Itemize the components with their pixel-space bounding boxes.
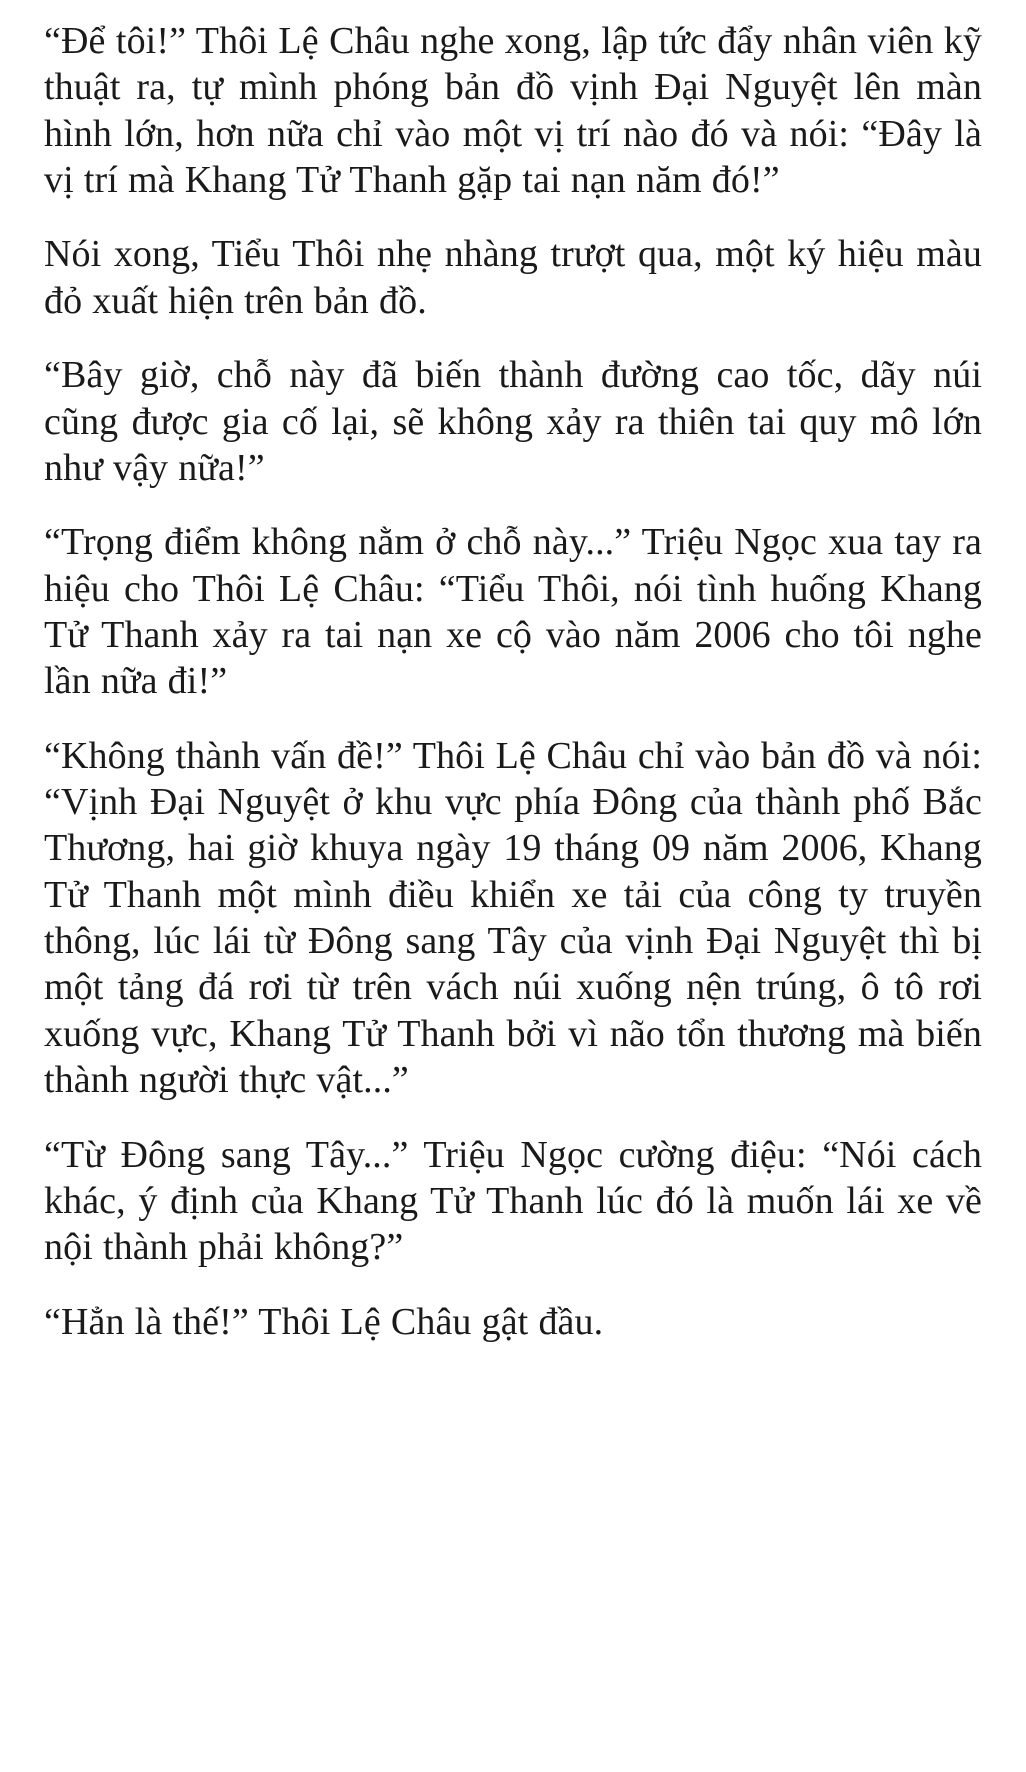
paragraph: “Bây giờ, chỗ này đã biến thành đường cao tốc, dãy núi cũng được gia cố lại, sẽ không xảy ra thiên tai quy mô lớn như vậy nữa!” — [44, 354, 982, 489]
paragraph: Nói xong, Tiểu Thôi nhẹ nhàng trượt qua, một ký hiệu màu đỏ xuất hiện trên bản đồ. — [44, 233, 982, 322]
paragraph: “Không thành vấn đề!” Thôi Lệ Châu chỉ vào bản đồ và nói: “Vịnh Đại Nguyệt ở khu vực phía Đông của thành phố Bắc Thương, hai giờ khuya ngày 19 tháng 09 năm 2006, Khang Tử Thanh một mình điều khiển xe tải của công ty truyền thông, lúc lái từ Đông sang Tây của vịnh Đại Nguyệt thì bị một tảng đá rơi từ trên vách núi xuống nện trúng, ô tô rơi xuống vực, Khang Tử Thanh bởi vì não tổn thương mà biến thành người thực vật...” — [44, 734, 982, 1102]
paragraph: “Để tôi!” Thôi Lệ Châu nghe xong, lập tức đẩy nhân viên kỹ thuật ra, tự mình phóng bản đồ vịnh Đại Nguyệt lên màn hình lớn, hơn nữa chỉ vào một vị trí nào đó và nói: “Đây là vị trí mà Khang Tử Thanh gặp tai nạn năm đó!” — [44, 20, 982, 202]
paragraph: “Hẳn là thế!” Thôi Lệ Châu gật đầu. — [44, 1300, 604, 1343]
paragraph: “Trọng điểm không nằm ở chỗ này...” Triệu Ngọc xua tay ra hiệu cho Thôi Lệ Châu: “Tiểu Thôi, nói tình huống Khang Tử Thanh xảy ra tai nạn xe cộ vào năm 2006 cho tôi nghe lần nữa đi!” — [44, 521, 982, 703]
paragraph: “Từ Đông sang Tây...” Triệu Ngọc cường điệu: “Nói cách khác, ý định của Khang Tử Thanh lúc đó là muốn lái xe về nội thành phải không?” — [44, 1133, 982, 1269]
